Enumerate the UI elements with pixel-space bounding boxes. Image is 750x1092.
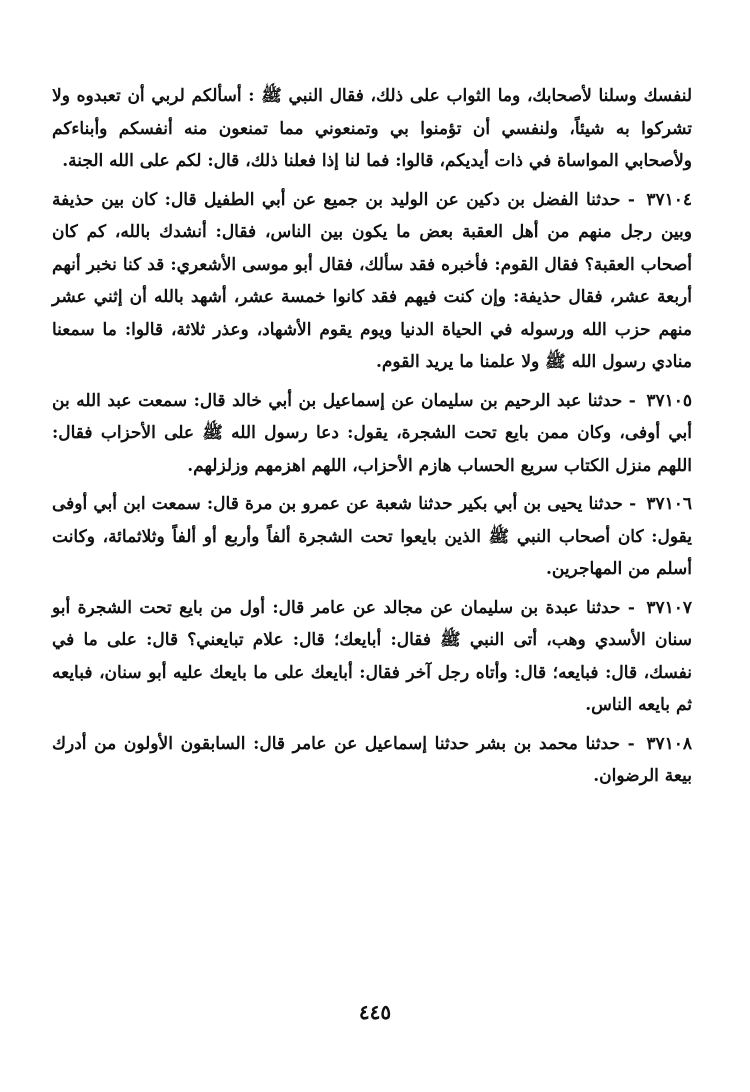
hadith-number: ٣٧١٠٦ (646, 494, 692, 514)
hadith-number: ٣٧١٠٨ (646, 733, 692, 754)
hadith-paragraph (52, 592, 692, 722)
paragraph-text: - حدثنا عبد الرحيم بن سليمان عن إسماعيل بن أبي خالد قال: سمعت عبد الله بن أبي أوفى، وكان ممن بايع تحت الشجرة، يقول: دعا رسول الله ﷺ على الأحزاب فقال: اللهم منزل الكتاب سريع الحساب هازم الأحزاب، اللهم اهزمهم وزلزلهم. (52, 390, 692, 476)
paragraph-text: - حدثنا محمد بن بشر حدثنا إسماعيل عن عامر قال: السابقون الأولون من أدرك بيعة الرضوان. (52, 733, 692, 786)
hadith-number: ٣٧١٠٤ (646, 189, 692, 210)
page-body (52, 80, 692, 799)
hadith-paragraph (52, 184, 692, 379)
hadith-number: ٣٧١٠٥ (646, 390, 692, 411)
hadith-paragraph (52, 385, 692, 483)
hadith-number: ٣٧١٠٧ (646, 597, 693, 618)
paragraph-text: - حدثنا يحيى بن أبي بكير حدثنا شعبة عن عمرو بن مرة قال: سمعت ابن أبي أوفى يقول: كان أصحاب النبي ﷺ الذين بايعوا تحت الشجرة ألفاً وأربع أو ألفاً وثلاثمائة، وكانت أسلم من المهاجرين. (52, 494, 692, 579)
page-number: ٤٤٥ (358, 1000, 392, 1024)
paragraph-text: - حدثنا عبدة بن سليمان عن مجالد عن عامر قال: أول من بايع تحت الشجرة أبو سنان الأسدي وهب، أتى النبي ﷺ فقال: أبايعك؛ قال: علام تبايعني؟ قال: على ما في نفسك، قال: فبايعه؛ قال: وأتاه رجل آخر فقال: أبايعك على ما بايعك عليه أبو سنان، فبايعه ثم بايعه الناس. (52, 597, 692, 715)
paragraph-continuation (52, 80, 692, 178)
hadith-paragraph (52, 728, 692, 793)
paragraph-text: لنفسك وسلنا لأصحابك، وما الثواب على ذلك، فقال النبي ﷺ : أسألكم لربي أن تعبدوه ولا تشركوا به شيئاً، ولنفسي أن تؤمنوا بي وتمنعوني مما تمنعون منه أنفسكم وأبناءكم ولأصحابي المواساة في ذات أيديكم، قالوا: فما لنا إذا فعلنا ذلك، قال: لكم على الله الجنة. (52, 86, 692, 171)
hadith-paragraph (52, 488, 692, 586)
paragraph-text: - حدثنا الفضل بن دكين عن الوليد بن جميع عن أبي الطفيل قال: كان بين حذيفة وبين رجل منهم من أهل العقبة بعض ما يكون بين الناس، فقال: أنشدك بالله، كم كان أصحاب العقبة؟ فقال القوم: فأخبره فقد سألك، فقال أبو موسى الأشعري: قد كنا نخبر أنهم أربعة عشر، فقال حذيفة: وإن كنت فيهم فقد كانوا خمسة عشر، أشهد بالله أن إثني عشر منهم حزب الله ورسوله في الحياة الدنيا ويوم يقوم الأشهاد، وعذر ثلاثة، قالوا: ما سمعنا منادي رسول الله ﷺ ولا علمنا ما يريد القوم. (52, 189, 692, 372)
